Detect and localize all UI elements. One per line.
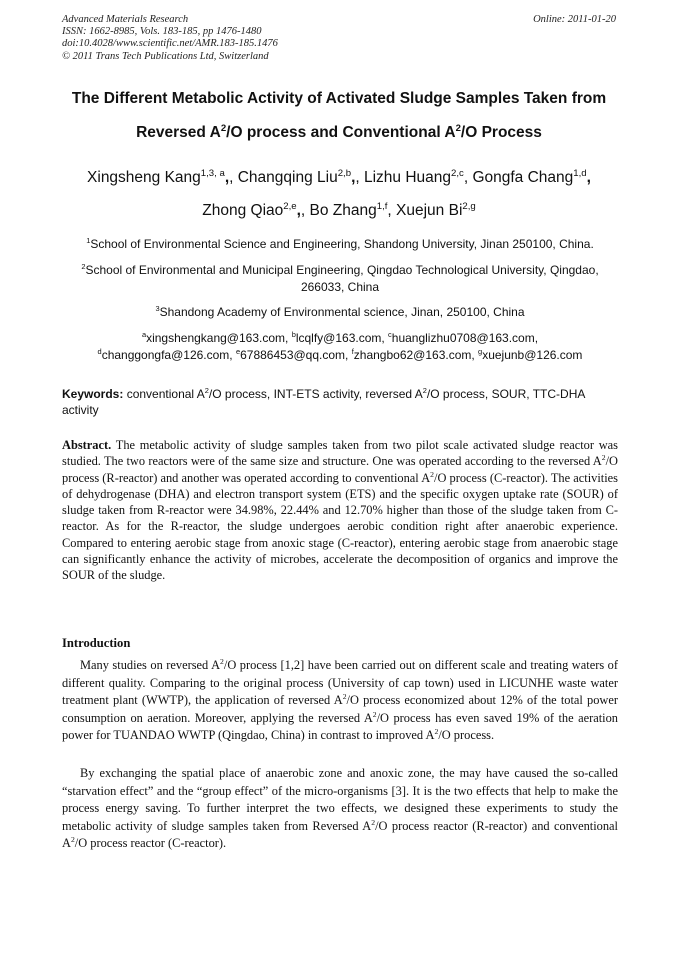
paper-title-line-2: Reversed $A^2/O$ process and Conventional $A^2/O$ Process [136, 122, 542, 141]
author-list-line-2: Zhong Qiao$^{2,e}$,, Bo Zhang$^{1,f}$, Xuejun Bi$^{2,g}$ [202, 200, 476, 219]
journal-name: Advanced Materials Research [62, 14, 189, 25]
online-date: Online: 2011-01-20 [533, 14, 616, 25]
journal-header [62, 14, 616, 63]
affiliation-1: $^1$School of Environmental Science and Engineering, Shandong University, Jinan 250100, China. [86, 236, 594, 251]
keywords: Keywords: conventional $A^2/O$ process, INT-ETS activity, reversed $A^2/O$ process, SOUR, TTC-DHA activity [62, 386, 585, 417]
introduction-paragraph-1: Many studies on reversed $A^2/O$ process [1,2] have been carried out on different scale and treating waters of different quality. Comparing to the original process (University of cap town) used in LICUNHE waste water treatment plant (WWTP), the application of reversed $A^2/O$ process economized about 12% of the total power consumption on aeration. Moreover, applying the reversed $A^2/O$ process has even saved 19% of the aeration power for TUANDAO WWTP (Qingdao, China) in contrast to improved $A^2/O$ process. [62, 656, 618, 743]
author-list-line-1: Xingsheng Kang$^{1,3, a}$,, Changqing Liu$^{2,b}$,, Lizhu Huang$^{2,c}$, Gongfa Chang$^{1,d}$, [87, 167, 591, 186]
paper-title-line-1: The Different Metabolic Activity of Activated Sludge Samples Taken from [71, 90, 607, 107]
introduction-heading: Introduction [62, 636, 131, 650]
affiliation-3: $^3$Shandong Academy of Environmental science, Jinan, 250100, China [155, 304, 525, 319]
doi-line: doi:10.4028/www.scientific.net/AMR.183-185.1476 [62, 38, 278, 50]
issn-line: ISSN: 1662-8985, Vols. 183-185, pp 1476-1480 [62, 26, 262, 38]
author-emails: $^a$xingshengkang@163.com, $^b$lcqlfy@163.com, $^c$huanglizhu0708@163.com, $^d$changgongfa@126.com, $^e$67886453@qq.com, $^f$zhangbo62@163.com, $^g$xuejunb@126.com [97, 330, 583, 362]
introduction-paragraph-2: By exchanging the spatial place of anaerobic zone and anoxic zone, the may have caused the so-called “starvation effect” and the “group effect” of the micro-organisms [3]. It is the two effects that help to make the process energy saving. To further interpret the two effects, we designed these experiments to study the metabolic activity of sludge samples taken from Reversed $A^2/O$ process reactor (R-reactor) and conventional $A^2/O$ process reactor (C-reactor). [62, 766, 618, 851]
copyright-line: © 2011 Trans Tech Publications Ltd, Switzerland [62, 50, 269, 62]
affiliation-2: $^2$School of Environmental and Municipal Engineering, Qingdao Technological University, Qingdao, 266033, China [81, 262, 599, 294]
abstract: Abstract. The metabolic activity of sludge samples taken from two pilot scale activated sludge reactor was studied. The two reactors were of the same size and structure. One was operated according to the reversed $A^2/O$ process (R-reactor) and another was operated according to conventional $A^2/O$ process (C-reactor). The activities of dehydrogenase (DHA) and electron transport system (ETS) and the specific oxygen uptake rate (SOUR) of sludge taken from R-reactor were 34.98%, 22.44% and 12.70% higher than those of the sludge taken from C-reactor. As for the R-reactor, the sludge undergoes aerobic condition right after anaerobic experience. Compared to entering aerobic stage from anoxic stage (C-reactor), entering aerobic stage from anaerobic stage can significantly enhance the activity of microbes, accelerate the decomposition of organics and improve the SOUR of the sludge. [62, 438, 618, 583]
